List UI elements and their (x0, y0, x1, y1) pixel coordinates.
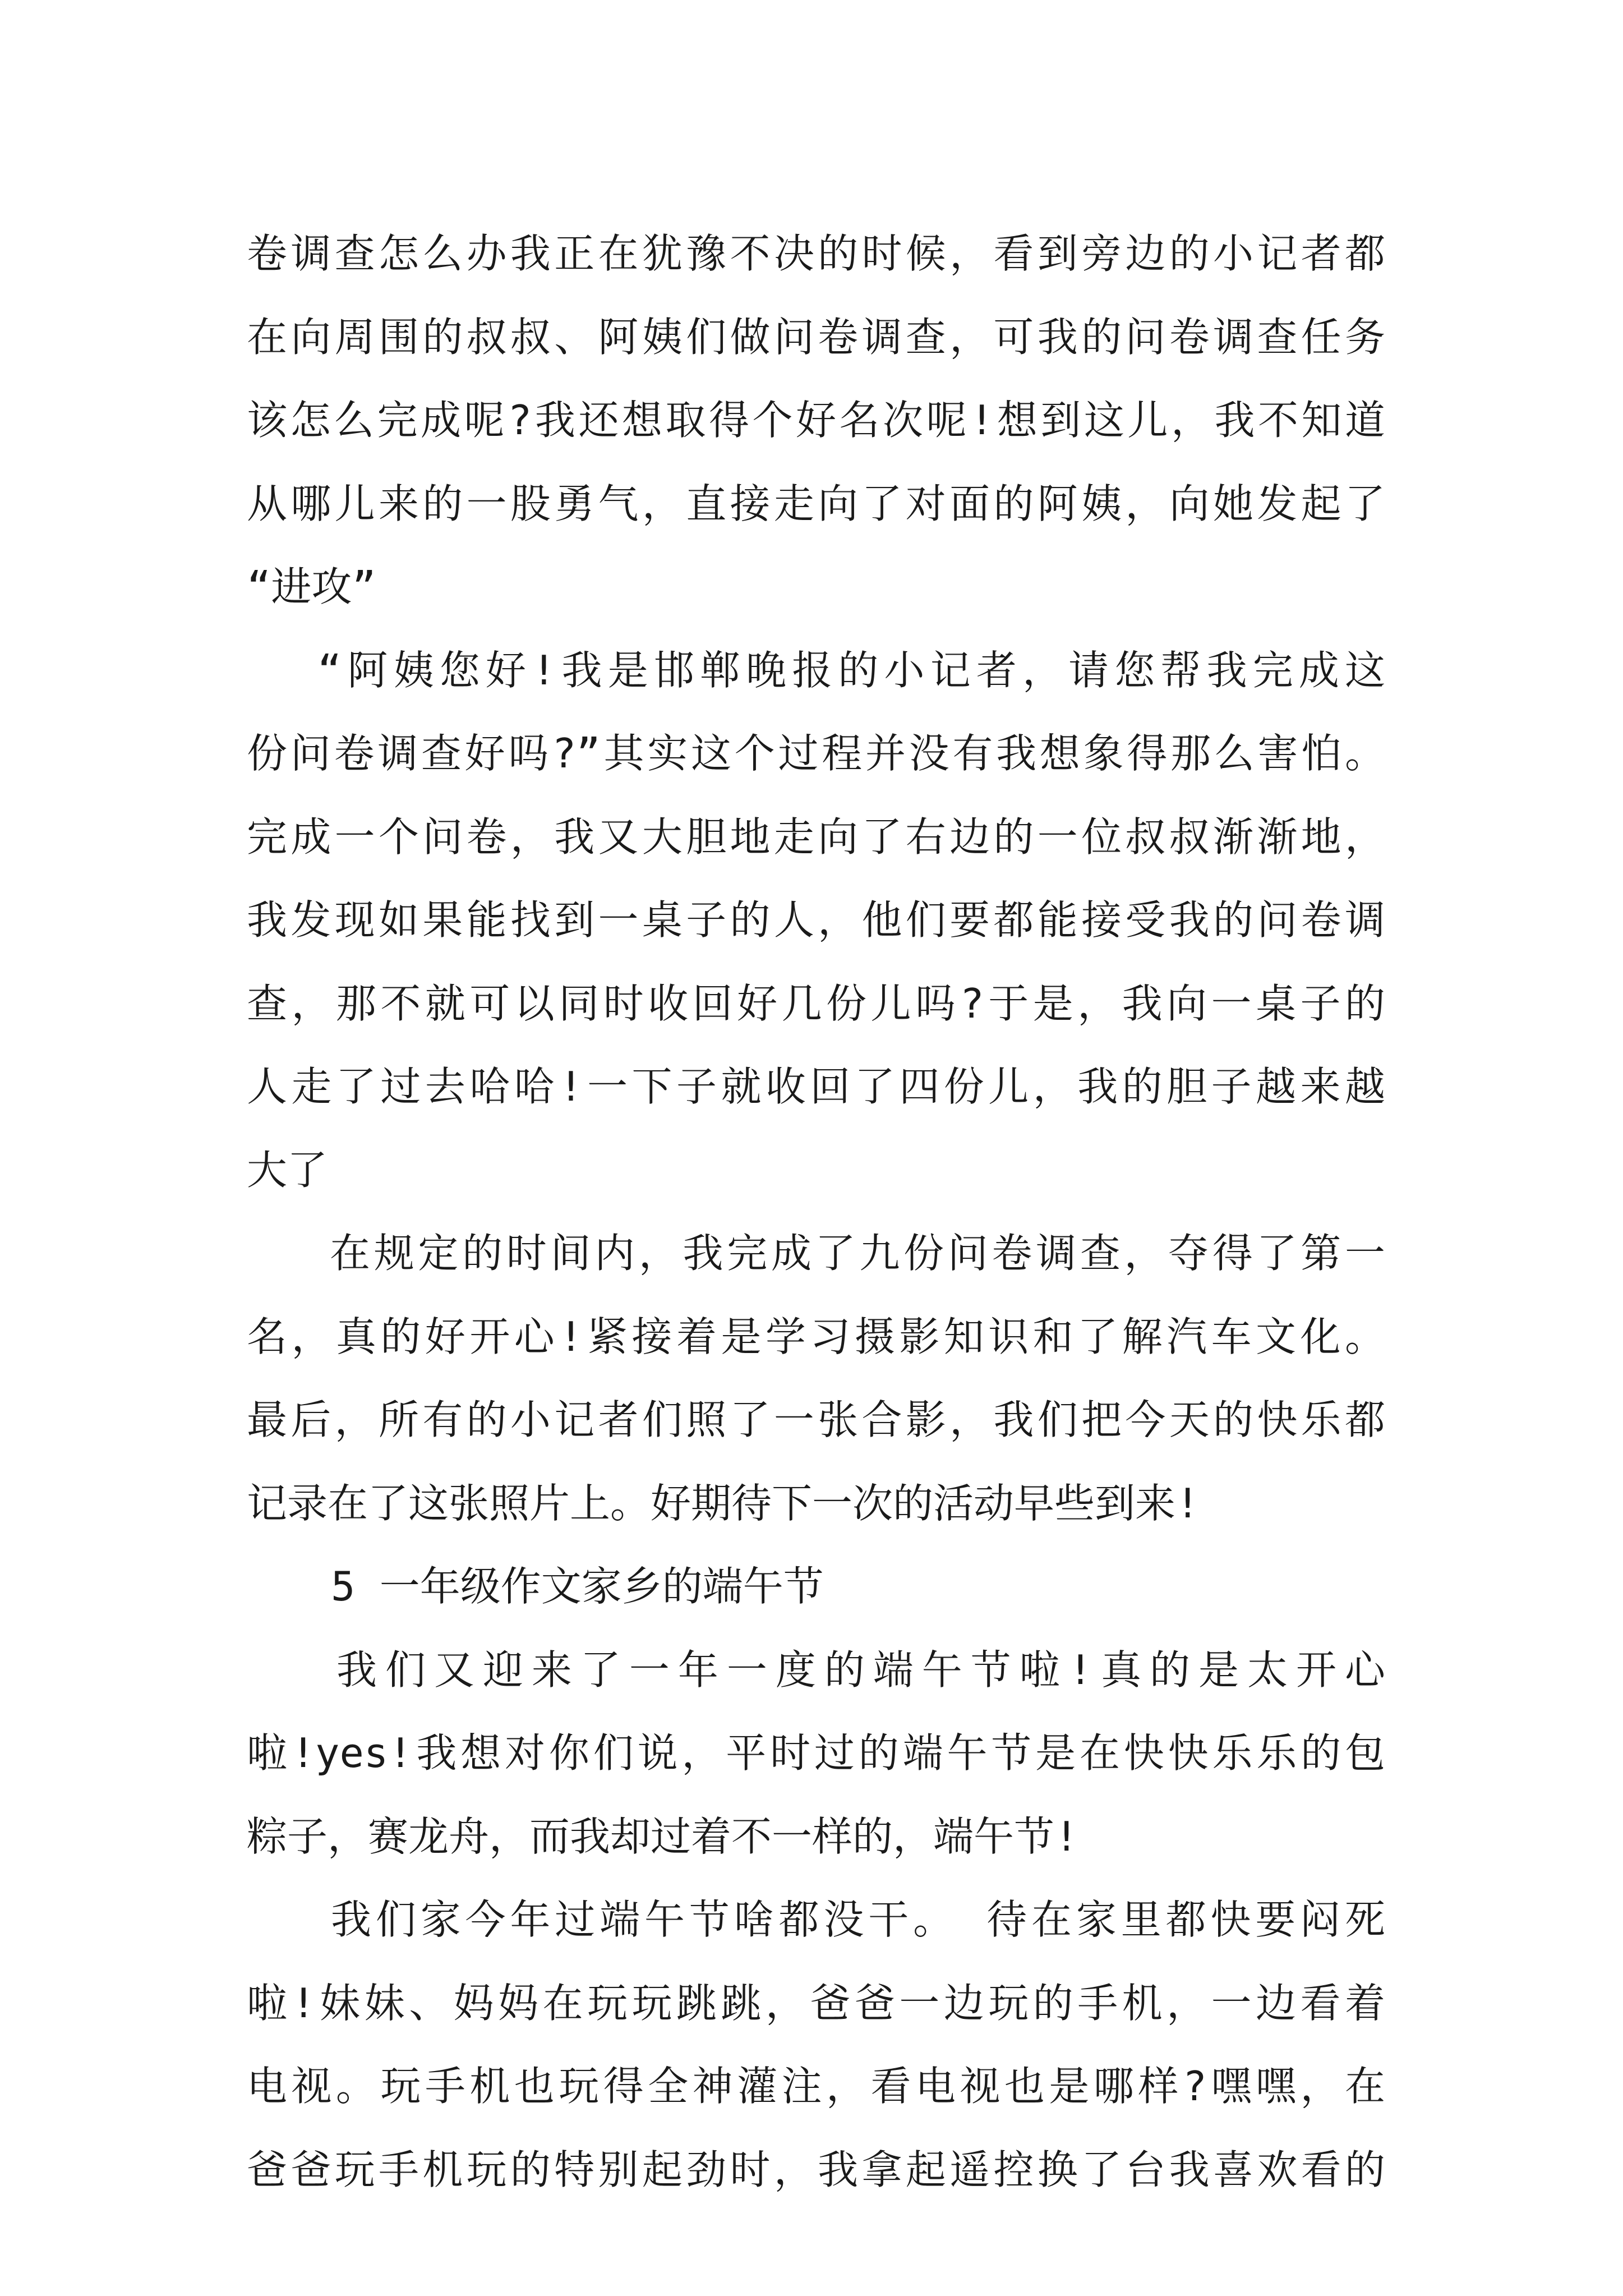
text-line: “阿姨您好!我是邯郸晚报的小记者，请您帮我完成这 (317, 646, 1385, 694)
text-line: 啦!yes!我想对你们说，平时过的端午节是在快快乐乐的包 (247, 1729, 1385, 1777)
section-heading: 5 一年级作文家乡的端午节 (331, 1563, 824, 1610)
text-line: 在向周围的叔叔、阿姨们做问卷调查，可我的问卷调查任务 (247, 313, 1385, 361)
text-line: 查，那不就可以同时收回好几份儿吗?于是，我向一桌子的 (247, 979, 1385, 1027)
text-line: 人走了过去哈哈!一下子就收回了四份儿，我的胆子越来越 (247, 1063, 1385, 1110)
text-line: 名，真的好开心!紧接着是学习摄影知识和了解汽车文化。 (247, 1313, 1385, 1360)
text-line: “进攻” (247, 563, 376, 610)
text-line: 在规定的时间内，我完成了九份问卷调查，夺得了第一 (330, 1230, 1385, 1277)
text-line: 我们家今年过端午节啥都没干。 待在家里都快要闷死 (331, 1896, 1385, 1943)
text-line: 大了 (247, 1146, 328, 1194)
text-line: 我发现如果能找到一桌子的人，他们要都能接受我的问卷调 (247, 896, 1385, 944)
text-line: 卷调查怎么办我正在犹豫不决的时候，看到旁边的小记者都 (247, 230, 1385, 277)
text-line: 完成一个问卷，我又大胆地走向了右边的一位叔叔渐渐地， (247, 813, 1385, 861)
text-line: 电视。玩手机也玩得全神灌注，看电视也是哪样?嘿嘿，在 (247, 2063, 1385, 2110)
text-line: 最后，所有的小记者们照了一张合影，我们把今天的快乐都 (247, 1396, 1385, 1443)
text-line: 粽子，赛龙舟，而我却过着不一样的，端午节! (247, 1812, 1079, 1860)
text-line: 记录在了这张照片上。好期待下一次的活动早些到来! (247, 1479, 1200, 1527)
text-line: 啦!妹妹、妈妈在玩玩跳跳，爸爸一边玩的手机，一边看着 (247, 1979, 1385, 2027)
text-line: 该怎么完成呢?我还想取得个好名次呢!想到这儿，我不知道 (247, 397, 1385, 444)
text-line: 份问卷调查好吗?”其实这个过程并没有我想象得那么害怕。 (247, 730, 1385, 777)
text-line: 从哪儿来的一股勇气，直接走向了对面的阿姨，向她发起了 (247, 480, 1385, 527)
document-body (247, 212, 1385, 2211)
text-line: 爸爸玩手机玩的特别起劲时，我拿起遥控换了台我喜欢看的 (247, 2146, 1385, 2193)
text-line: 我们又迎来了一年一度的端午节啦!真的是太开心 (336, 1646, 1385, 1694)
